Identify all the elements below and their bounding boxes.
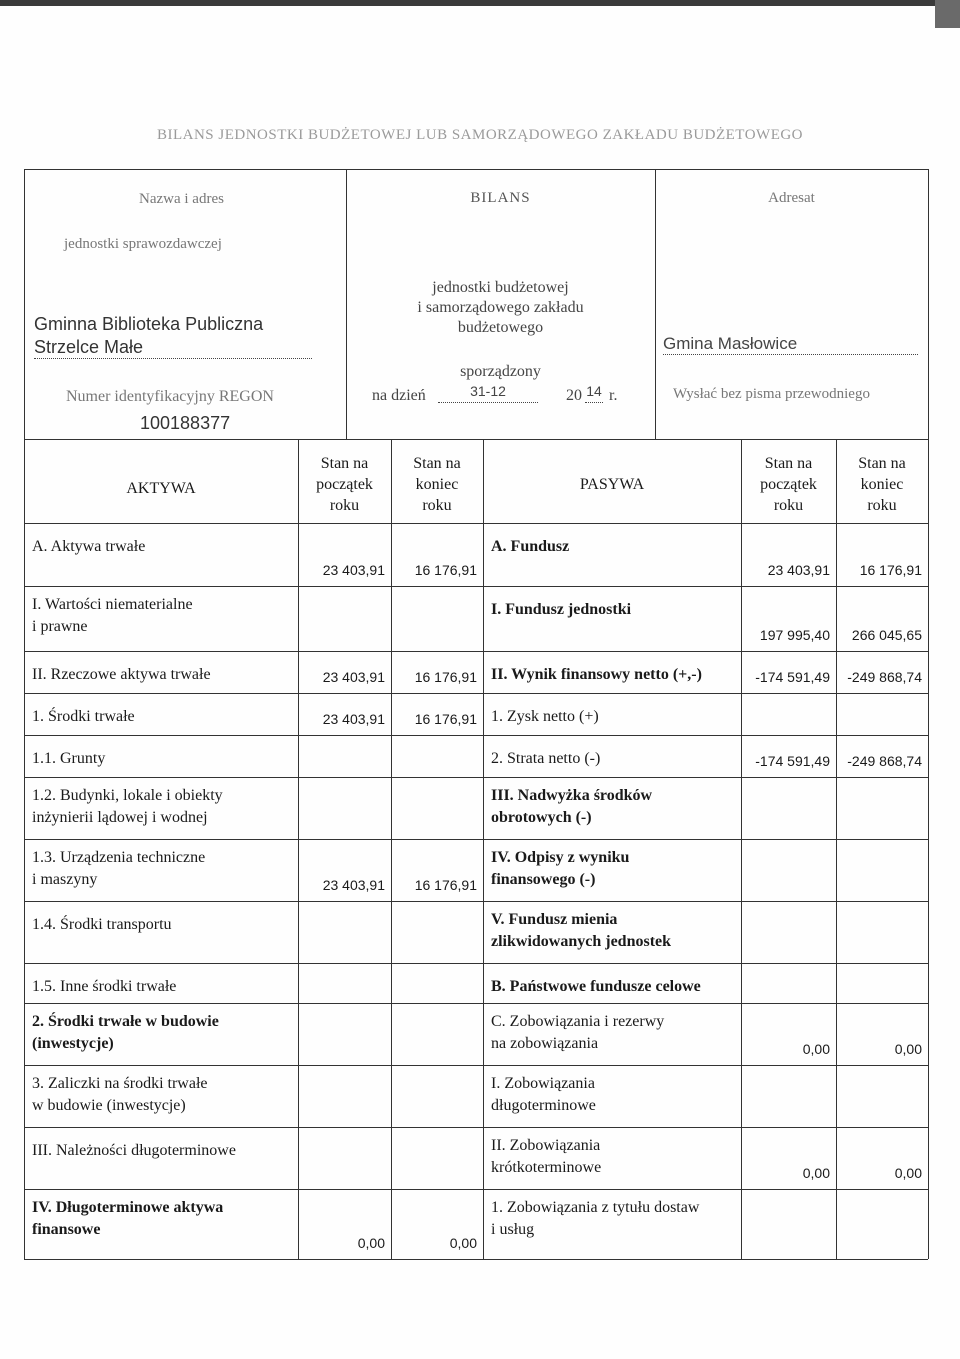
- aktywa-row-label: A. Aktywa trwałe: [32, 538, 146, 555]
- table-right-border: [928, 169, 929, 1259]
- pasywa-row-label: I. Zobowiązania: [491, 1075, 595, 1092]
- wyslac-note: Wysłać bez pisma przewodniego: [673, 386, 870, 402]
- name-label: Nazwa i adres: [139, 191, 224, 207]
- pasywa-row-end-value: 0,00: [894, 1041, 922, 1057]
- aktywa-row-label: II. Rzeczowe aktywa trwałe: [32, 666, 211, 683]
- bilans-heading: BILANS: [470, 190, 531, 206]
- aktywa-row-label-cont: i prawne: [32, 618, 88, 635]
- year-prefix: 20: [566, 387, 582, 404]
- aktywa-row-label: I. Wartości niematerialne: [32, 596, 193, 613]
- aktywa-row-label-cont: i maszyny: [32, 871, 98, 888]
- pasywa-row-border: [483, 839, 928, 840]
- table-bottom-border: [24, 1259, 928, 1260]
- aktywa-row-border: [24, 1065, 483, 1066]
- pasywa-row-border: [483, 963, 928, 964]
- column-header-border: [24, 523, 928, 524]
- pasywa-row-end-value: -249 868,74: [847, 753, 922, 769]
- pasywa-row-label: II. Zobowiązania: [491, 1137, 601, 1154]
- adresat-value: Gmina Masłowice: [663, 333, 918, 355]
- aktywa-row-label: 2. Środki trwałe w budowie: [32, 1013, 219, 1030]
- pasywa-row-border: [483, 1189, 928, 1190]
- aktywa-heading: AKTYWA: [126, 480, 196, 497]
- pasywa-row-label-cont: zlikwidowanych jednostek: [491, 933, 672, 950]
- pasywa-row-label: IV. Odpisy z wyniku: [491, 849, 630, 866]
- name-label-2: jednostki sprawozdawczej: [64, 236, 222, 252]
- scan-corner-shadow: [935, 0, 960, 28]
- pasywa-row-label: B. Państwowe fundusze celowe: [491, 978, 701, 995]
- pasywa-row-end-value: 0,00: [894, 1165, 922, 1181]
- aktywa-row-label: 3. Zaliczki na środki trwałe: [32, 1075, 208, 1092]
- table-left-border: [24, 439, 25, 1259]
- aktywa-row-label-cont: w budowie (inwestycje): [32, 1097, 186, 1114]
- aktywa-row-end-value: 16 176,91: [414, 877, 477, 893]
- pasywa-row-start-value: 0,00: [802, 1041, 830, 1057]
- start-col-line3: roku: [329, 497, 360, 514]
- aktywa-row-border: [24, 839, 483, 840]
- document-title: BILANS JEDNOSTKI BUDŻETOWEJ LUB SAMORZĄDOWEGO ZAKŁADU BUDŻETOWEGO: [156, 127, 804, 143]
- end-col-line2: koniec: [415, 476, 459, 493]
- sporzadzony-label: sporządzony: [460, 363, 541, 380]
- aktywa-row-end-value: 16 176,91: [414, 711, 477, 727]
- unit-name: Gminna Biblioteka Publiczna: [34, 314, 264, 334]
- aktywa-row-border: [24, 777, 483, 778]
- aktywa-row-start-value: 23 403,91: [322, 562, 385, 578]
- year-r: r.: [609, 387, 618, 404]
- pasywa-row-end-value: -249 868,74: [847, 669, 922, 685]
- pend-col-line2: koniec: [860, 476, 904, 493]
- aktywa-row-border: [24, 1189, 483, 1190]
- pasywa-row-label: 2. Strata netto (-): [491, 750, 601, 767]
- start-col-line1: Stan na: [320, 455, 369, 472]
- pasywa-row-border: [483, 901, 928, 902]
- aktywa-row-start-value: 23 403,91: [322, 669, 385, 685]
- end-col-line1: Stan na: [413, 455, 461, 472]
- pasywa-row-border: [483, 586, 928, 587]
- bilans-sub-1: jednostki budżetowej: [432, 279, 569, 296]
- pasywa-row-label-cont: długoterminowe: [491, 1097, 596, 1114]
- pasywa-heading: PASYWA: [579, 476, 645, 493]
- pend-col-line3: roku: [867, 497, 897, 514]
- header-left-border: [24, 169, 25, 439]
- year-suffix: 14: [585, 381, 603, 403]
- pasywa-row-label-cont: krótkoterminowe: [491, 1159, 602, 1176]
- pasywa-row-label: A. Fundusz: [491, 538, 570, 555]
- na-dzien-label: na dzień: [372, 387, 426, 404]
- pasywa-row-start-value: 197 995,40: [759, 627, 830, 643]
- aktywa-row-start-value: 0,00: [357, 1235, 385, 1251]
- pasywa-row-border: [483, 1127, 928, 1128]
- pasywa-row-label-cont: finansowego (-): [491, 871, 596, 888]
- report-date: 31-12: [438, 381, 538, 403]
- pend-col-line1: Stan na: [858, 455, 906, 472]
- aktywa-row-end-value: 16 176,91: [414, 562, 477, 578]
- aktywa-row-label: 1.5. Inne środki trwałe: [32, 978, 177, 995]
- aktywa-row-label-cont: (inwestycje): [32, 1035, 114, 1052]
- pstart-col-line3: roku: [773, 497, 804, 514]
- start-col-line2: początek: [316, 476, 373, 493]
- pasywa-row-start-value: -174 591,49: [755, 669, 830, 685]
- bilans-sub-3: budżetowego: [457, 319, 544, 336]
- aktywa-row-end-value: 16 176,91: [414, 669, 477, 685]
- pasywa-row-label-cont: na zobowiązania: [491, 1035, 599, 1052]
- aktywa-row-border: [24, 586, 483, 587]
- regon-value: 100188377: [140, 413, 231, 433]
- unit-address: Strzelce Małe: [34, 337, 312, 359]
- pasywa-row-label: II. Wynik finansowy netto (+,-): [491, 666, 702, 683]
- header-divider-2: [655, 169, 656, 439]
- aktywa-row-start-value: 23 403,91: [322, 711, 385, 727]
- aktywa-row-label: 1.2. Budynki, lokale i obiekty: [32, 787, 223, 804]
- pasywa-row-start-value: 0,00: [802, 1165, 830, 1181]
- aktywa-row-end-value: 0,00: [449, 1235, 477, 1251]
- header-top-border: [24, 169, 928, 170]
- scan-top-edge: [0, 0, 960, 6]
- col-divider-pasywa: [483, 439, 484, 1259]
- pasywa-row-start-value: 23 403,91: [767, 562, 830, 578]
- aktywa-row-border: [24, 1003, 483, 1004]
- pasywa-row-label: C. Zobowiązania i rezerwy: [491, 1013, 665, 1030]
- pasywa-row-border: [483, 1065, 928, 1066]
- aktywa-row-label: IV. Długoterminowe aktywa: [32, 1199, 224, 1216]
- end-col-line3: roku: [422, 497, 452, 514]
- aktywa-row-border: [24, 963, 483, 964]
- aktywa-row-border: [24, 1127, 483, 1128]
- aktywa-row-border: [24, 693, 483, 694]
- pstart-col-line1: Stan na: [764, 455, 813, 472]
- pasywa-row-label: I. Fundusz jednostki: [491, 601, 632, 618]
- aktywa-row-label-cont: inżynierii lądowej i wodnej: [32, 809, 208, 826]
- pasywa-row-end-value: 16 176,91: [859, 562, 922, 578]
- pasywa-row-border: [483, 651, 928, 652]
- aktywa-row-label: 1. Środki trwałe: [32, 708, 135, 725]
- pasywa-row-label: III. Nadwyżka środków: [491, 787, 653, 804]
- aktywa-row-start-value: 23 403,91: [322, 877, 385, 893]
- aktywa-row-label: 1.3. Urządzenia techniczne: [32, 849, 206, 866]
- pasywa-row-label: 1. Zobowiązania z tytułu dostaw: [491, 1199, 700, 1216]
- aktywa-row-border: [24, 735, 483, 736]
- pasywa-row-border: [483, 735, 928, 736]
- aktywa-row-border: [24, 651, 483, 652]
- pasywa-row-border: [483, 1003, 928, 1004]
- pasywa-row-start-value: -174 591,49: [755, 753, 830, 769]
- regon-label: Numer identyfikacyjny REGON: [66, 388, 274, 405]
- pasywa-row-label-cont: obrotowych (-): [491, 809, 592, 826]
- aktywa-row-border: [24, 901, 483, 902]
- aktywa-row-label: 1.4. Środki transportu: [32, 916, 172, 933]
- pasywa-row-label: 1. Zysk netto (+): [491, 708, 599, 725]
- bilans-sub-2: i samorządowego zakładu: [417, 299, 584, 316]
- pasywa-row-border: [483, 693, 928, 694]
- header-bottom-border: [24, 439, 928, 440]
- aktywa-row-label: 1.1. Grunty: [32, 750, 106, 767]
- aktywa-row-label-cont: finansowe: [32, 1221, 101, 1238]
- pstart-col-line2: początek: [760, 476, 817, 493]
- pasywa-row-end-value: 266 045,65: [851, 627, 922, 643]
- pasywa-row-label: V. Fundusz mienia: [491, 911, 618, 928]
- adresat-label: Adresat: [768, 190, 815, 206]
- aktywa-row-label: III. Należności długoterminowe: [32, 1142, 236, 1159]
- pasywa-row-border: [483, 777, 928, 778]
- pasywa-row-label-cont: i usług: [491, 1221, 535, 1238]
